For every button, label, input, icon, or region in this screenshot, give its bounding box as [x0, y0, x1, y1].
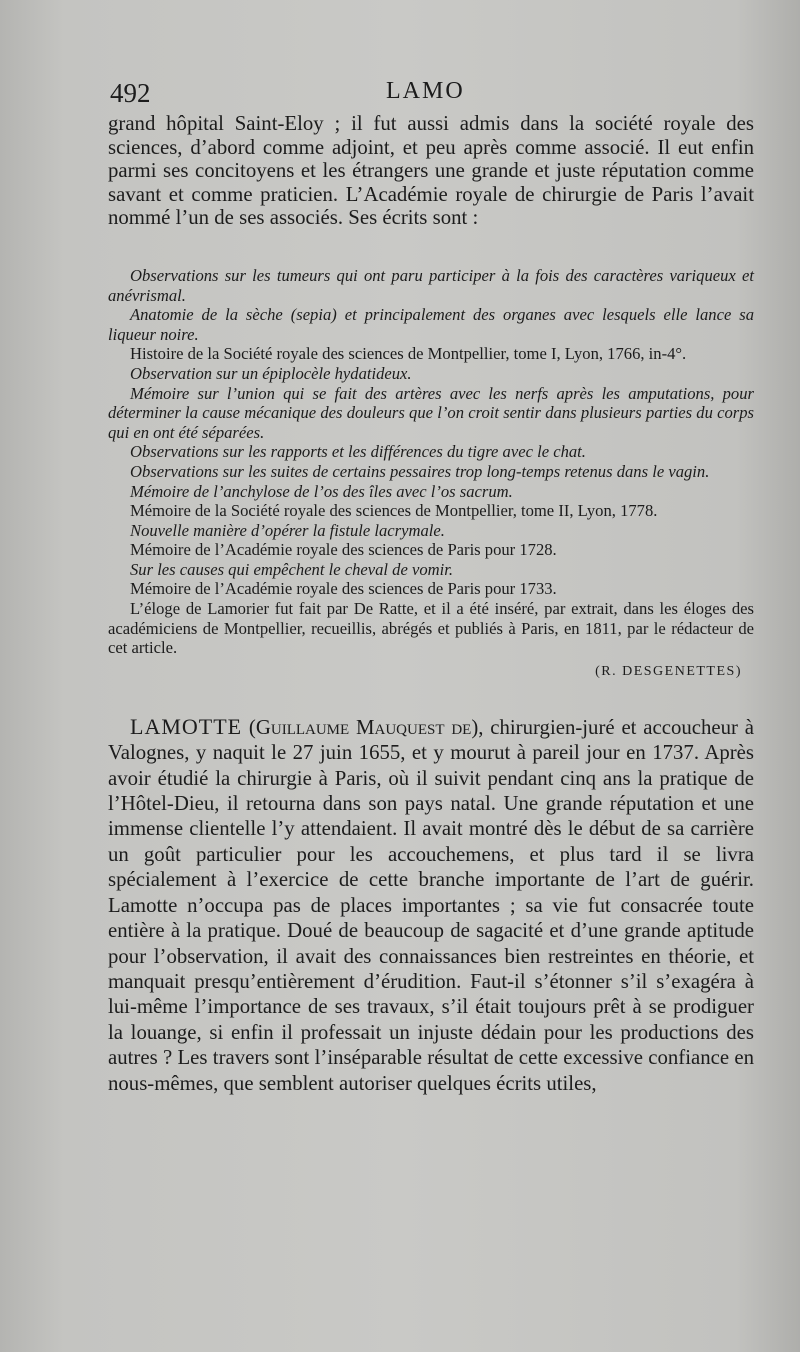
list-item: Nouvelle manière d’opérer la fistule lacrymale.: [130, 520, 445, 540]
list-item: Observations sur les rapports et les différences du tigre avec le chat.: [130, 442, 586, 462]
article-headword: LAMOTTE: [130, 713, 243, 739]
list-item: Observations sur les suites de certains pessaires trop long-temps retenus dans le vagin.: [130, 461, 710, 481]
intro-paragraph: grand hôpital Saint-Eloy ; il fut aussi admis dans la société royale des sciences, d’abord comme adjoint, et peu après comme associé. Il eut enfin parmi ses concitoyens et les étrangers une grande et juste réputation comme savant et comme praticien. L’Académie royale de chirurgie de Paris l’avait nommé l’un de ses associés. Ses écrits sont :: [108, 112, 754, 230]
list-item: Observations sur les tumeurs qui ont paru participer à la fois des caractères variqueux et anévrismal.: [108, 265, 754, 305]
article-text: , chirurgien-juré et accoucheur à Valognes, y naquit le 27 juin 1655, et y mourut à pareil jour en 1737. Après avoir étudié la chirurgie à Paris, où il suivit pendant cinq ans la pratique de l’Hôtel-Dieu, il retourna dans son pays natal. Une grande réputation et une immense clientelle l’y attendaient. Il avait montré dès le début de sa carrière un goût particulier pour les accouchemens, et plus tard il se livra spécialement à l’exercice de cette branche importante de l’art de guérir. Lamotte n’occupa pas de places importantes ; sa vie fut consacrée toute entière à la pratique. Doué de beaucoup de sagacité et d’une grande aptitude pour l’observation, il avait des connaissances bien restreintes en théorie, et manquait presqu’entièrement d’érudition. Faut-il s’étonner s’il s’exagéra à lui-même l’importance de ses travaux, s’il était toujours prêt à se prodiguer la louange, si enfin il professait un injuste dédain pour les productions des autres ? Les travers sont l’inséparable résultat de cette excessive confiance en nous-mêmes, que semblent autoriser quelques écrits utiles,: [108, 715, 754, 1095]
article-name-note: (Guillaume Mauquest de): [248, 715, 479, 739]
list-item: Anatomie de la sèche (sepia) et principalement des organes avec lesquels elle lance sa liqueur noire.: [108, 305, 754, 344]
list-item: Mémoire de l’anchylose de l’os des îles avec l’os sacrum.: [130, 481, 513, 501]
works-list: [108, 266, 754, 658]
running-title: LAMO: [386, 78, 465, 104]
list-item: Observation sur un épiplocèle hydatideux.: [130, 363, 412, 383]
list-item: Mémoire de l’Académie royale des sciences de Paris pour 1728.: [130, 540, 557, 560]
eloge-paragraph: L’éloge de Lamorier fut fait par De Ratte, et il a été inséré, par extrait, dans les éloges des académiciens de Montpellier, recueillis, abrégés et publiés à Paris, en 1811, par le rédacteur de cet article.: [108, 599, 754, 658]
page-header: [108, 78, 754, 112]
lamotte-article: [108, 714, 754, 1096]
list-item: Sur les causes qui empêchent le cheval de vomir.: [130, 559, 454, 579]
page-number: 492: [110, 78, 151, 108]
author-signature: (R. DESGENETTES): [595, 663, 742, 679]
list-item: Mémoire de la Société royale des sciences de Montpellier, tome II, Lyon, 1778.: [130, 501, 658, 521]
list-item: Histoire de la Société royale des sciences de Montpellier, tome I, Lyon, 1766, in-4°.: [130, 344, 687, 364]
list-item: Mémoire de l’Académie royale des sciences de Paris pour 1733.: [130, 579, 557, 599]
list-item: Mémoire sur l’union qui se fait des artères avec les nerfs après les amputations, pour déterminer la cause mécanique des douleurs que l’on croit sentir dans plusieurs parties du corps qui en ont été séparées.: [108, 383, 754, 442]
